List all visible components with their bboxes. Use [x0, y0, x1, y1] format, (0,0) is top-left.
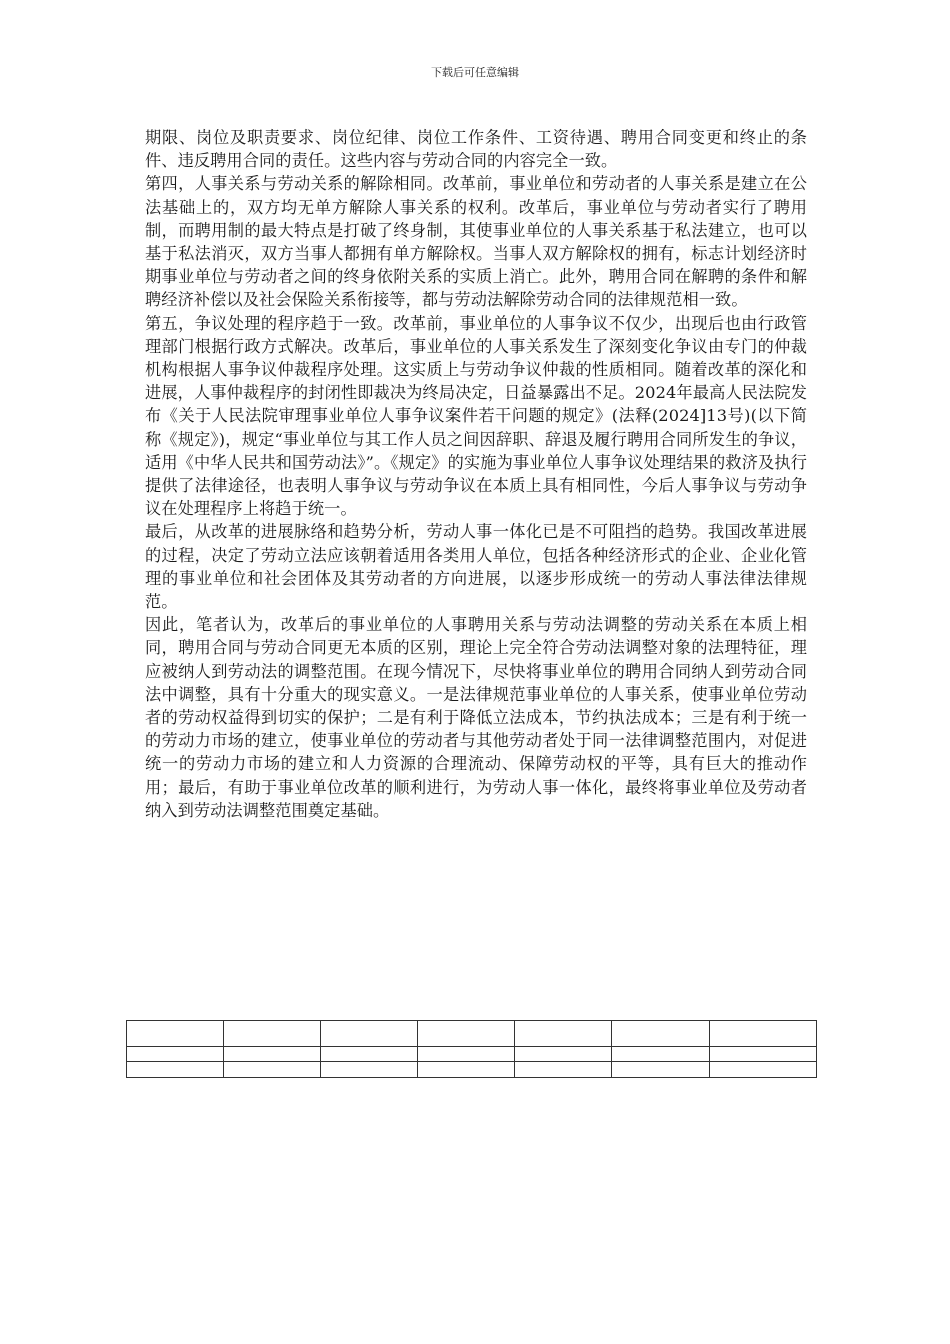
- table-cell: [321, 1047, 418, 1062]
- paragraph-conclusion: 因此，笔者认为，改革后的事业单位的人事聘用关系与劳动法调整的劳动关系在本质上相同，聘用合同与劳动合同更无本质的区别，理论上完全符合劳动法调整对象的法理特征，理应被纳人到劳动法的调整范围。在现今情况下，尽快将事业单位的聘用合同纳人到劳动合同法中调整，具有十分重大的现实意义。一是法律规范事业单位的人事关系，使事业单位劳动者的劳动权益得到切实的保护；二是有利于降低立法成本，节约执法成本；三是有利于统一的劳动力市场的建立，使事业单位的劳动者与其他劳动者处于同一法律调整范围内，对促进统一的劳动力市场的建立和人力资源的合理流动、保障劳动权的平等，具有巨大的推动作用；最后，有助于事业单位改革的顺利进行，为劳动人事一体化，最终将事业单位及劳动者纳入到劳动法调整范围奠定基础。: [145, 615, 807, 820]
- paragraph-fourth-termination: 第四，人事关系与劳动关系的解除相同。改革前，事业单位和劳动者的人事关系是建立在公法基础上的，双方均无单方解除人事关系的权利。改革后，事业单位与劳动者实行了聘用制，而聘用制的最大特点是打破了终身制，其使事业单位的人事关系基于私法建立，也可以基于私法消灭，双方当事人都拥有单方解除权。当事人双方解除权的拥有，标志计划经济时期事业单位与劳动者之间的终身依附关系的实质上消亡。此外，聘用合同在解聘的条件和解聘经济补偿以及社会保险关系衔接等，都与劳动法解除劳动合同的法律规范相一致。: [145, 174, 807, 310]
- paragraph-finally-trend: 最后，从改革的进展脉络和趋势分析，劳动人事一体化已是不可阻挡的趋势。我国改革进展的过程，决定了劳动立法应该朝着适用各类用人单位，包括各种经济形式的企业、企业化管理的事业单位和社会团体及其劳动者的方向进展，以逐步形成统一的劳动人事法律法律规范。: [145, 522, 807, 612]
- table-cell: [127, 1021, 224, 1047]
- table-cell: [224, 1047, 321, 1062]
- paragraph-contract-terms: 期限、岗位及职责要求、岗位纪律、岗位工作条件、工资待遇、聘用合同变更和终止的条件、违反聘用合同的责任。这些内容与劳动合同的内容完全一致。: [145, 128, 807, 171]
- table-cell: [612, 1047, 710, 1062]
- table-cell: [321, 1021, 418, 1047]
- table-cell: [515, 1047, 612, 1062]
- paragraph-fifth-dispute: 第五，争议处理的程序趋于一致。改革前，事业单位的人事争议不仅少，出现后也由行政管理部门根据行政方式解决。改革后，事业单位的人事关系发生了深刻变化争议由专门的仲裁机构根据人事争议仲裁程序处理。这实质上与劳动争议仲裁的性质相同。随着改革的深化和进展，人事仲裁程序的封闭性即裁决为终局决定，日益暴露出不足。2024年最高人民法院发布《关于人民法院审理事业单位人事争议案件若干问题的规定》(法释(2024]13号)(以下简称《规定》)，规定“事业单位与其工作人员之间因辞职、辞退及履行聘用合同所发生的争议，适用《中华人民共和国劳动法》”。《规定》的实施为事业单位人事争议处理结果的救济及执行提供了法律途径，也表明人事争议与劳动争议在本质上具有相同性，今后人事争议与劳动争议在处理程序上将趋于统一。: [145, 313, 807, 519]
- table-cell: [418, 1062, 515, 1078]
- table-row: [127, 1021, 817, 1047]
- table-cell: [418, 1047, 515, 1062]
- table-cell: [418, 1021, 515, 1047]
- table-cell: [612, 1062, 710, 1078]
- table-cell: [515, 1021, 612, 1047]
- table-cell: [321, 1062, 418, 1078]
- table-cell: [127, 1047, 224, 1062]
- table-cell: [127, 1062, 224, 1078]
- page-header-note: 下载后可任意编辑: [431, 66, 519, 79]
- table-cell: [710, 1062, 817, 1078]
- table-cell: [515, 1062, 612, 1078]
- blank-table: [126, 1020, 817, 1078]
- table-cell: [612, 1021, 710, 1047]
- table-row: [127, 1062, 817, 1078]
- table-cell: [710, 1047, 817, 1062]
- table-cell: [224, 1062, 321, 1078]
- table-cell: [224, 1021, 321, 1047]
- table-cell: [710, 1021, 817, 1047]
- table-row: [127, 1047, 817, 1062]
- document-body: [145, 126, 807, 822]
